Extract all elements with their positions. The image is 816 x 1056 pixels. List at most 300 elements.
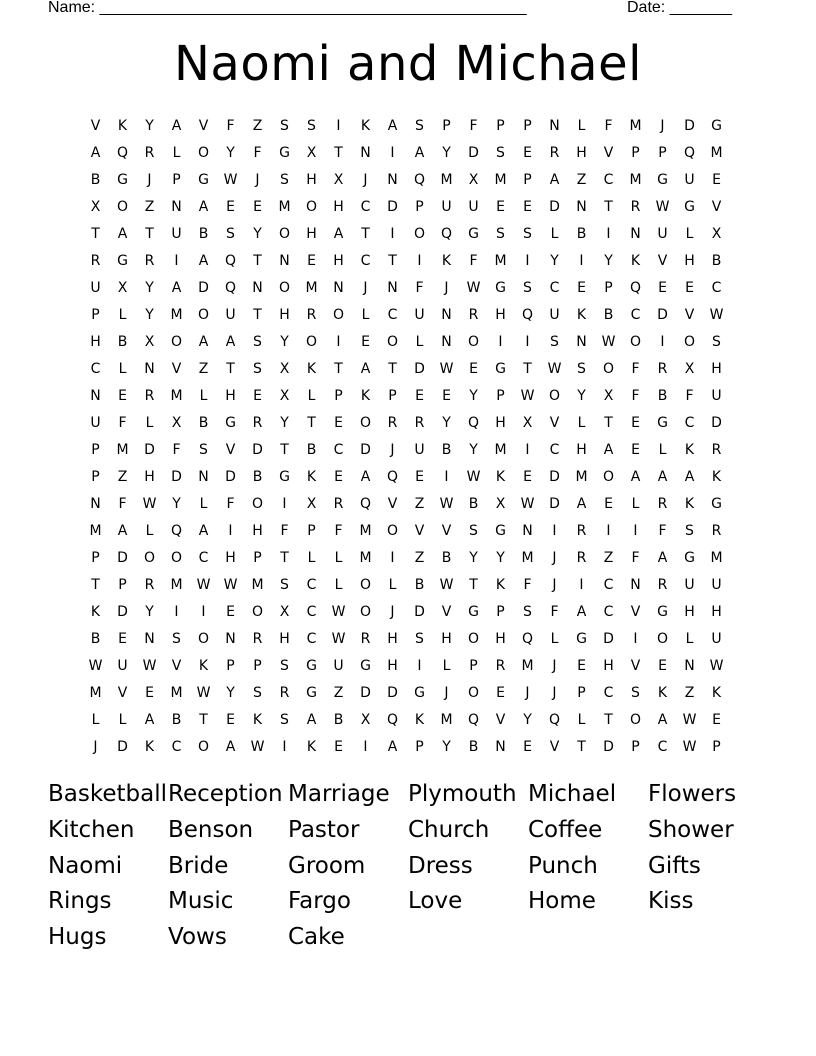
grid-letter[interactable]: N bbox=[549, 118, 560, 134]
grid-letter[interactable]: X bbox=[684, 361, 695, 377]
grid-letter[interactable]: E bbox=[442, 388, 451, 404]
grid-letter[interactable]: Y bbox=[469, 388, 478, 404]
grid-letter[interactable]: K bbox=[198, 658, 209, 674]
grid-letter[interactable]: T bbox=[604, 415, 613, 431]
grid-letter[interactable]: N bbox=[576, 199, 587, 215]
grid-letter[interactable]: D bbox=[603, 739, 614, 755]
grid-letter[interactable]: L bbox=[577, 415, 586, 431]
grid-letter[interactable]: W bbox=[223, 172, 238, 188]
grid-letter[interactable]: T bbox=[91, 226, 100, 242]
grid-letter[interactable]: C bbox=[684, 415, 695, 431]
grid-letter[interactable]: H bbox=[144, 469, 155, 485]
grid-letter[interactable]: F bbox=[631, 361, 640, 377]
grid-letter[interactable]: M bbox=[521, 550, 534, 566]
grid-letter[interactable]: T bbox=[280, 550, 289, 566]
grid-letter[interactable]: L bbox=[199, 388, 208, 404]
grid-letter[interactable]: G bbox=[468, 604, 479, 620]
grid-letter[interactable]: F bbox=[226, 118, 235, 134]
grid-letter[interactable]: E bbox=[469, 361, 478, 377]
grid-letter[interactable]: V bbox=[171, 361, 182, 377]
grid-letter[interactable]: U bbox=[657, 226, 668, 242]
grid-letter[interactable]: I bbox=[606, 523, 611, 539]
grid-letter[interactable]: C bbox=[603, 172, 614, 188]
grid-letter[interactable]: A bbox=[549, 172, 560, 188]
grid-letter[interactable]: A bbox=[198, 199, 209, 215]
grid-letter[interactable]: E bbox=[496, 199, 505, 215]
grid-letter[interactable]: V bbox=[414, 523, 425, 539]
grid-letter[interactable]: S bbox=[415, 118, 424, 134]
grid-letter[interactable]: E bbox=[226, 604, 235, 620]
grid-letter[interactable]: F bbox=[631, 388, 640, 404]
grid-letter[interactable]: E bbox=[226, 199, 235, 215]
grid-letter[interactable]: L bbox=[118, 307, 127, 323]
grid-letter[interactable]: K bbox=[117, 118, 128, 134]
grid-letter[interactable]: O bbox=[305, 199, 318, 215]
grid-letter[interactable]: H bbox=[306, 172, 317, 188]
grid-letter[interactable]: F bbox=[469, 253, 478, 269]
grid-letter[interactable]: N bbox=[630, 226, 641, 242]
grid-letter[interactable]: I bbox=[282, 739, 287, 755]
grid-letter[interactable]: Z bbox=[333, 685, 344, 701]
grid-letter[interactable]: S bbox=[253, 685, 262, 701]
grid-letter[interactable]: R bbox=[144, 577, 155, 593]
grid-letter[interactable]: N bbox=[144, 361, 155, 377]
grid-letter[interactable]: X bbox=[144, 334, 155, 350]
grid-letter[interactable]: D bbox=[414, 604, 425, 620]
grid-letter[interactable]: R bbox=[711, 523, 722, 539]
grid-letter[interactable]: O bbox=[359, 604, 372, 620]
grid-letter[interactable]: S bbox=[199, 442, 208, 458]
grid-letter[interactable]: O bbox=[197, 739, 210, 755]
grid-letter[interactable]: H bbox=[684, 604, 695, 620]
date-line[interactable]: _______ bbox=[669, 0, 732, 16]
grid-letter[interactable]: S bbox=[226, 226, 235, 242]
grid-letter[interactable]: G bbox=[279, 145, 290, 161]
grid-letter[interactable]: X bbox=[603, 388, 614, 404]
grid-letter[interactable]: B bbox=[171, 712, 182, 728]
grid-letter[interactable]: E bbox=[577, 280, 586, 296]
grid-letter[interactable]: B bbox=[711, 253, 722, 269]
grid-letter[interactable]: V bbox=[387, 496, 398, 512]
grid-letter[interactable]: C bbox=[630, 307, 641, 323]
grid-letter[interactable]: Q bbox=[224, 280, 237, 296]
grid-letter[interactable]: D bbox=[603, 631, 614, 647]
grid-letter[interactable]: M bbox=[710, 550, 723, 566]
grid-letter[interactable]: D bbox=[198, 280, 209, 296]
grid-letter[interactable]: C bbox=[171, 739, 182, 755]
grid-letter[interactable]: X bbox=[306, 145, 317, 161]
grid-letter[interactable]: M bbox=[251, 577, 264, 593]
grid-letter[interactable]: Q bbox=[629, 280, 642, 296]
grid-letter[interactable]: U bbox=[90, 415, 101, 431]
grid-letter[interactable]: D bbox=[657, 307, 668, 323]
grid-letter[interactable]: G bbox=[684, 199, 695, 215]
grid-letter[interactable]: K bbox=[630, 253, 641, 269]
grid-letter[interactable]: F bbox=[631, 550, 640, 566]
grid-letter[interactable]: O bbox=[629, 712, 642, 728]
grid-letter[interactable]: E bbox=[631, 415, 640, 431]
grid-letter[interactable]: F bbox=[118, 415, 127, 431]
grid-letter[interactable]: P bbox=[91, 550, 100, 566]
grid-letter[interactable]: Q bbox=[521, 631, 534, 647]
grid-letter[interactable]: S bbox=[631, 685, 640, 701]
grid-letter[interactable]: P bbox=[631, 739, 640, 755]
grid-letter[interactable]: H bbox=[225, 550, 236, 566]
grid-letter[interactable]: W bbox=[439, 577, 454, 593]
grid-letter[interactable]: D bbox=[171, 469, 182, 485]
grid-letter[interactable]: Y bbox=[280, 415, 289, 431]
grid-letter[interactable]: Q bbox=[548, 712, 561, 728]
grid-letter[interactable]: T bbox=[199, 712, 208, 728]
grid-letter[interactable]: R bbox=[711, 442, 722, 458]
grid-letter[interactable]: K bbox=[252, 712, 263, 728]
grid-letter[interactable]: F bbox=[118, 496, 127, 512]
grid-letter[interactable]: N bbox=[387, 172, 398, 188]
grid-letter[interactable]: N bbox=[576, 334, 587, 350]
grid-letter[interactable]: T bbox=[253, 253, 262, 269]
grid-letter[interactable]: E bbox=[415, 388, 424, 404]
grid-letter[interactable]: B bbox=[441, 442, 452, 458]
grid-letter[interactable]: E bbox=[334, 415, 343, 431]
grid-letter[interactable]: S bbox=[307, 118, 316, 134]
grid-letter[interactable]: X bbox=[468, 172, 479, 188]
grid-letter[interactable]: E bbox=[685, 280, 694, 296]
grid-letter[interactable]: A bbox=[198, 523, 209, 539]
grid-letter[interactable]: O bbox=[602, 361, 615, 377]
grid-letter[interactable]: X bbox=[360, 712, 371, 728]
grid-letter[interactable]: I bbox=[525, 442, 530, 458]
grid-letter[interactable]: W bbox=[88, 658, 103, 674]
grid-letter[interactable]: L bbox=[91, 712, 100, 728]
grid-letter[interactable]: S bbox=[685, 523, 694, 539]
grid-letter[interactable]: D bbox=[711, 415, 722, 431]
grid-letter[interactable]: R bbox=[387, 415, 398, 431]
grid-letter[interactable]: K bbox=[90, 604, 101, 620]
grid-letter[interactable]: M bbox=[170, 388, 183, 404]
grid-letter[interactable]: F bbox=[604, 118, 613, 134]
grid-letter[interactable]: Y bbox=[145, 280, 154, 296]
grid-letter[interactable]: I bbox=[417, 658, 422, 674]
grid-letter[interactable]: X bbox=[279, 361, 290, 377]
grid-letter[interactable]: U bbox=[684, 172, 695, 188]
grid-letter[interactable]: P bbox=[631, 145, 640, 161]
grid-letter[interactable]: R bbox=[414, 415, 425, 431]
grid-letter[interactable]: Y bbox=[145, 604, 154, 620]
grid-letter[interactable]: A bbox=[387, 739, 398, 755]
grid-letter[interactable]: U bbox=[711, 631, 722, 647]
grid-letter[interactable]: V bbox=[225, 442, 236, 458]
grid-letter[interactable]: L bbox=[631, 496, 640, 512]
grid-letter[interactable]: G bbox=[495, 280, 506, 296]
grid-letter[interactable]: C bbox=[549, 442, 560, 458]
grid-letter[interactable]: N bbox=[387, 280, 398, 296]
grid-letter[interactable]: Y bbox=[469, 442, 478, 458]
grid-letter[interactable]: J bbox=[525, 685, 530, 701]
grid-letter[interactable]: N bbox=[144, 631, 155, 647]
grid-letter[interactable]: V bbox=[90, 118, 101, 134]
grid-letter[interactable]: K bbox=[657, 685, 668, 701]
grid-letter[interactable]: J bbox=[255, 172, 260, 188]
grid-letter[interactable]: A bbox=[90, 145, 101, 161]
grid-letter[interactable]: F bbox=[253, 145, 262, 161]
grid-letter[interactable]: U bbox=[711, 388, 722, 404]
grid-letter[interactable]: N bbox=[225, 631, 236, 647]
grid-letter[interactable]: O bbox=[467, 631, 480, 647]
grid-letter[interactable]: I bbox=[525, 253, 530, 269]
grid-letter[interactable]: E bbox=[334, 469, 343, 485]
grid-letter[interactable]: E bbox=[523, 469, 532, 485]
grid-letter[interactable]: W bbox=[682, 739, 697, 755]
grid-letter[interactable]: P bbox=[172, 172, 181, 188]
grid-letter[interactable]: H bbox=[306, 226, 317, 242]
grid-letter[interactable]: A bbox=[360, 361, 371, 377]
grid-letter[interactable]: Y bbox=[253, 226, 262, 242]
grid-letter[interactable]: K bbox=[495, 577, 506, 593]
grid-letter[interactable]: R bbox=[144, 145, 155, 161]
grid-letter[interactable]: B bbox=[198, 415, 209, 431]
grid-letter[interactable]: D bbox=[684, 118, 695, 134]
grid-letter[interactable]: A bbox=[225, 739, 236, 755]
grid-letter[interactable]: X bbox=[90, 199, 101, 215]
grid-letter[interactable]: W bbox=[223, 577, 238, 593]
grid-letter[interactable]: H bbox=[603, 658, 614, 674]
grid-letter[interactable]: N bbox=[441, 307, 452, 323]
grid-letter[interactable]: S bbox=[280, 118, 289, 134]
grid-letter[interactable]: Q bbox=[359, 496, 372, 512]
grid-letter[interactable]: D bbox=[549, 469, 560, 485]
grid-letter[interactable]: M bbox=[359, 550, 372, 566]
grid-letter[interactable]: S bbox=[523, 604, 532, 620]
grid-letter[interactable]: R bbox=[630, 199, 641, 215]
grid-letter[interactable]: R bbox=[144, 388, 155, 404]
grid-letter[interactable]: V bbox=[711, 199, 722, 215]
grid-letter[interactable]: N bbox=[90, 388, 101, 404]
grid-letter[interactable]: X bbox=[279, 604, 290, 620]
grid-letter[interactable]: C bbox=[360, 253, 371, 269]
grid-letter[interactable]: P bbox=[658, 145, 667, 161]
grid-letter[interactable]: P bbox=[118, 577, 127, 593]
grid-letter[interactable]: V bbox=[171, 658, 182, 674]
grid-letter[interactable]: O bbox=[305, 334, 318, 350]
grid-letter[interactable]: U bbox=[468, 199, 479, 215]
grid-letter[interactable]: O bbox=[278, 226, 291, 242]
grid-letter[interactable]: S bbox=[280, 577, 289, 593]
grid-letter[interactable]: D bbox=[549, 199, 560, 215]
grid-letter[interactable]: I bbox=[498, 334, 503, 350]
grid-letter[interactable]: F bbox=[523, 577, 532, 593]
grid-letter[interactable]: H bbox=[495, 307, 506, 323]
grid-letter[interactable]: Q bbox=[224, 253, 237, 269]
grid-letter[interactable]: W bbox=[142, 658, 157, 674]
grid-letter[interactable]: L bbox=[145, 415, 154, 431]
grid-letter[interactable]: B bbox=[90, 172, 101, 188]
grid-letter[interactable]: D bbox=[387, 199, 398, 215]
grid-letter[interactable]: C bbox=[360, 199, 371, 215]
grid-letter[interactable]: J bbox=[390, 442, 395, 458]
grid-letter[interactable]: H bbox=[225, 388, 236, 404]
grid-letter[interactable]: U bbox=[225, 307, 236, 323]
grid-letter[interactable]: R bbox=[360, 631, 371, 647]
grid-letter[interactable]: M bbox=[521, 658, 534, 674]
grid-letter[interactable]: G bbox=[306, 658, 317, 674]
grid-letter[interactable]: L bbox=[334, 577, 343, 593]
grid-letter[interactable]: A bbox=[306, 712, 317, 728]
grid-letter[interactable]: A bbox=[387, 118, 398, 134]
grid-letter[interactable]: T bbox=[334, 145, 343, 161]
grid-letter[interactable]: C bbox=[603, 685, 614, 701]
grid-letter[interactable]: J bbox=[363, 280, 368, 296]
grid-letter[interactable]: B bbox=[576, 226, 587, 242]
grid-letter[interactable]: A bbox=[657, 550, 668, 566]
grid-letter[interactable]: Y bbox=[280, 334, 289, 350]
grid-letter[interactable]: C bbox=[603, 577, 614, 593]
grid-letter[interactable]: T bbox=[388, 361, 397, 377]
grid-letter[interactable]: B bbox=[306, 442, 317, 458]
grid-letter[interactable]: M bbox=[629, 172, 642, 188]
grid-letter[interactable]: C bbox=[90, 361, 101, 377]
grid-letter[interactable]: M bbox=[575, 469, 588, 485]
grid-letter[interactable]: C bbox=[711, 280, 722, 296]
grid-letter[interactable]: K bbox=[144, 739, 155, 755]
grid-letter[interactable]: Y bbox=[226, 685, 235, 701]
grid-letter[interactable]: H bbox=[333, 253, 344, 269]
grid-letter[interactable]: Y bbox=[496, 550, 505, 566]
grid-letter[interactable]: C bbox=[603, 604, 614, 620]
grid-letter[interactable]: H bbox=[279, 307, 290, 323]
grid-letter[interactable]: B bbox=[603, 307, 614, 323]
grid-letter[interactable]: F bbox=[685, 388, 694, 404]
grid-letter[interactable]: W bbox=[520, 388, 535, 404]
grid-letter[interactable]: W bbox=[142, 496, 157, 512]
grid-letter[interactable]: I bbox=[606, 226, 611, 242]
grid-letter[interactable]: L bbox=[361, 307, 370, 323]
grid-letter[interactable]: K bbox=[441, 253, 452, 269]
grid-letter[interactable]: H bbox=[252, 523, 263, 539]
grid-letter[interactable]: T bbox=[577, 739, 586, 755]
grid-letter[interactable]: E bbox=[334, 739, 343, 755]
grid-letter[interactable]: W bbox=[439, 361, 454, 377]
grid-letter[interactable]: D bbox=[117, 550, 128, 566]
grid-letter[interactable]: H bbox=[90, 334, 101, 350]
grid-letter[interactable]: I bbox=[444, 469, 449, 485]
grid-letter[interactable]: M bbox=[170, 577, 183, 593]
grid-letter[interactable]: V bbox=[441, 523, 452, 539]
grid-letter[interactable]: Q bbox=[467, 415, 480, 431]
grid-letter[interactable]: H bbox=[333, 199, 344, 215]
grid-letter[interactable]: I bbox=[633, 631, 638, 647]
grid-letter[interactable]: E bbox=[712, 712, 721, 728]
grid-letter[interactable]: U bbox=[549, 307, 560, 323]
grid-letter[interactable]: H bbox=[495, 631, 506, 647]
grid-letter[interactable]: Z bbox=[576, 172, 587, 188]
grid-letter[interactable]: R bbox=[576, 550, 587, 566]
grid-letter[interactable]: M bbox=[89, 685, 102, 701]
grid-letter[interactable]: F bbox=[280, 523, 289, 539]
grid-letter[interactable]: I bbox=[633, 523, 638, 539]
grid-letter[interactable]: R bbox=[90, 253, 101, 269]
grid-letter[interactable]: O bbox=[656, 631, 669, 647]
grid-letter[interactable]: I bbox=[390, 145, 395, 161]
grid-letter[interactable]: J bbox=[552, 685, 557, 701]
grid-letter[interactable]: O bbox=[197, 631, 210, 647]
grid-letter[interactable]: P bbox=[91, 307, 100, 323]
grid-letter[interactable]: H bbox=[495, 415, 506, 431]
grid-letter[interactable]: H bbox=[279, 631, 290, 647]
grid-letter[interactable]: V bbox=[549, 415, 560, 431]
grid-letter[interactable]: K bbox=[306, 739, 317, 755]
grid-letter[interactable]: E bbox=[253, 199, 262, 215]
grid-letter[interactable]: P bbox=[496, 118, 505, 134]
grid-letter[interactable]: G bbox=[657, 415, 668, 431]
grid-letter[interactable]: O bbox=[548, 388, 561, 404]
grid-letter[interactable]: N bbox=[252, 280, 263, 296]
grid-letter[interactable]: E bbox=[712, 172, 721, 188]
grid-letter[interactable]: A bbox=[144, 712, 155, 728]
grid-letter[interactable]: Z bbox=[684, 685, 695, 701]
grid-letter[interactable]: M bbox=[359, 523, 372, 539]
grid-letter[interactable]: E bbox=[118, 388, 127, 404]
grid-letter[interactable]: V bbox=[495, 712, 506, 728]
grid-letter[interactable]: X bbox=[333, 172, 344, 188]
grid-letter[interactable]: N bbox=[495, 739, 506, 755]
grid-letter[interactable]: W bbox=[547, 361, 562, 377]
grid-letter[interactable]: J bbox=[363, 172, 368, 188]
grid-letter[interactable]: L bbox=[145, 523, 154, 539]
grid-letter[interactable]: M bbox=[89, 523, 102, 539]
grid-letter[interactable]: O bbox=[332, 307, 345, 323]
grid-letter[interactable]: F bbox=[334, 523, 343, 539]
grid-letter[interactable]: B bbox=[90, 631, 101, 647]
grid-letter[interactable]: E bbox=[523, 199, 532, 215]
grid-letter[interactable]: H bbox=[387, 658, 398, 674]
grid-letter[interactable]: R bbox=[657, 496, 668, 512]
grid-letter[interactable]: K bbox=[576, 307, 587, 323]
grid-letter[interactable]: X bbox=[711, 226, 722, 242]
grid-letter[interactable]: T bbox=[91, 577, 100, 593]
grid-letter[interactable]: I bbox=[579, 577, 584, 593]
grid-letter[interactable]: M bbox=[170, 685, 183, 701]
grid-letter[interactable]: P bbox=[226, 658, 235, 674]
grid-letter[interactable]: P bbox=[253, 550, 262, 566]
grid-letter[interactable]: B bbox=[117, 334, 128, 350]
grid-letter[interactable]: U bbox=[117, 658, 128, 674]
grid-letter[interactable]: H bbox=[684, 253, 695, 269]
grid-letter[interactable]: H bbox=[387, 631, 398, 647]
grid-letter[interactable]: L bbox=[658, 442, 667, 458]
grid-letter[interactable]: J bbox=[552, 577, 557, 593]
grid-letter[interactable]: W bbox=[466, 280, 481, 296]
grid-letter[interactable]: S bbox=[469, 523, 478, 539]
grid-letter[interactable]: U bbox=[441, 199, 452, 215]
grid-letter[interactable]: Z bbox=[603, 550, 614, 566]
grid-letter[interactable]: C bbox=[306, 577, 317, 593]
grid-letter[interactable]: C bbox=[306, 604, 317, 620]
grid-letter[interactable]: X bbox=[522, 415, 533, 431]
grid-letter[interactable]: G bbox=[117, 172, 128, 188]
grid-letter[interactable]: W bbox=[709, 658, 724, 674]
grid-letter[interactable]: O bbox=[386, 334, 399, 350]
grid-letter[interactable]: O bbox=[629, 334, 642, 350]
grid-letter[interactable]: W bbox=[331, 631, 346, 647]
grid-letter[interactable]: B bbox=[468, 739, 479, 755]
grid-letter[interactable]: O bbox=[197, 307, 210, 323]
grid-letter[interactable]: Q bbox=[170, 523, 183, 539]
grid-letter[interactable]: E bbox=[658, 280, 667, 296]
grid-letter[interactable]: L bbox=[307, 388, 316, 404]
grid-letter[interactable]: P bbox=[91, 442, 100, 458]
grid-letter[interactable]: P bbox=[523, 118, 532, 134]
grid-letter[interactable]: G bbox=[225, 415, 236, 431]
